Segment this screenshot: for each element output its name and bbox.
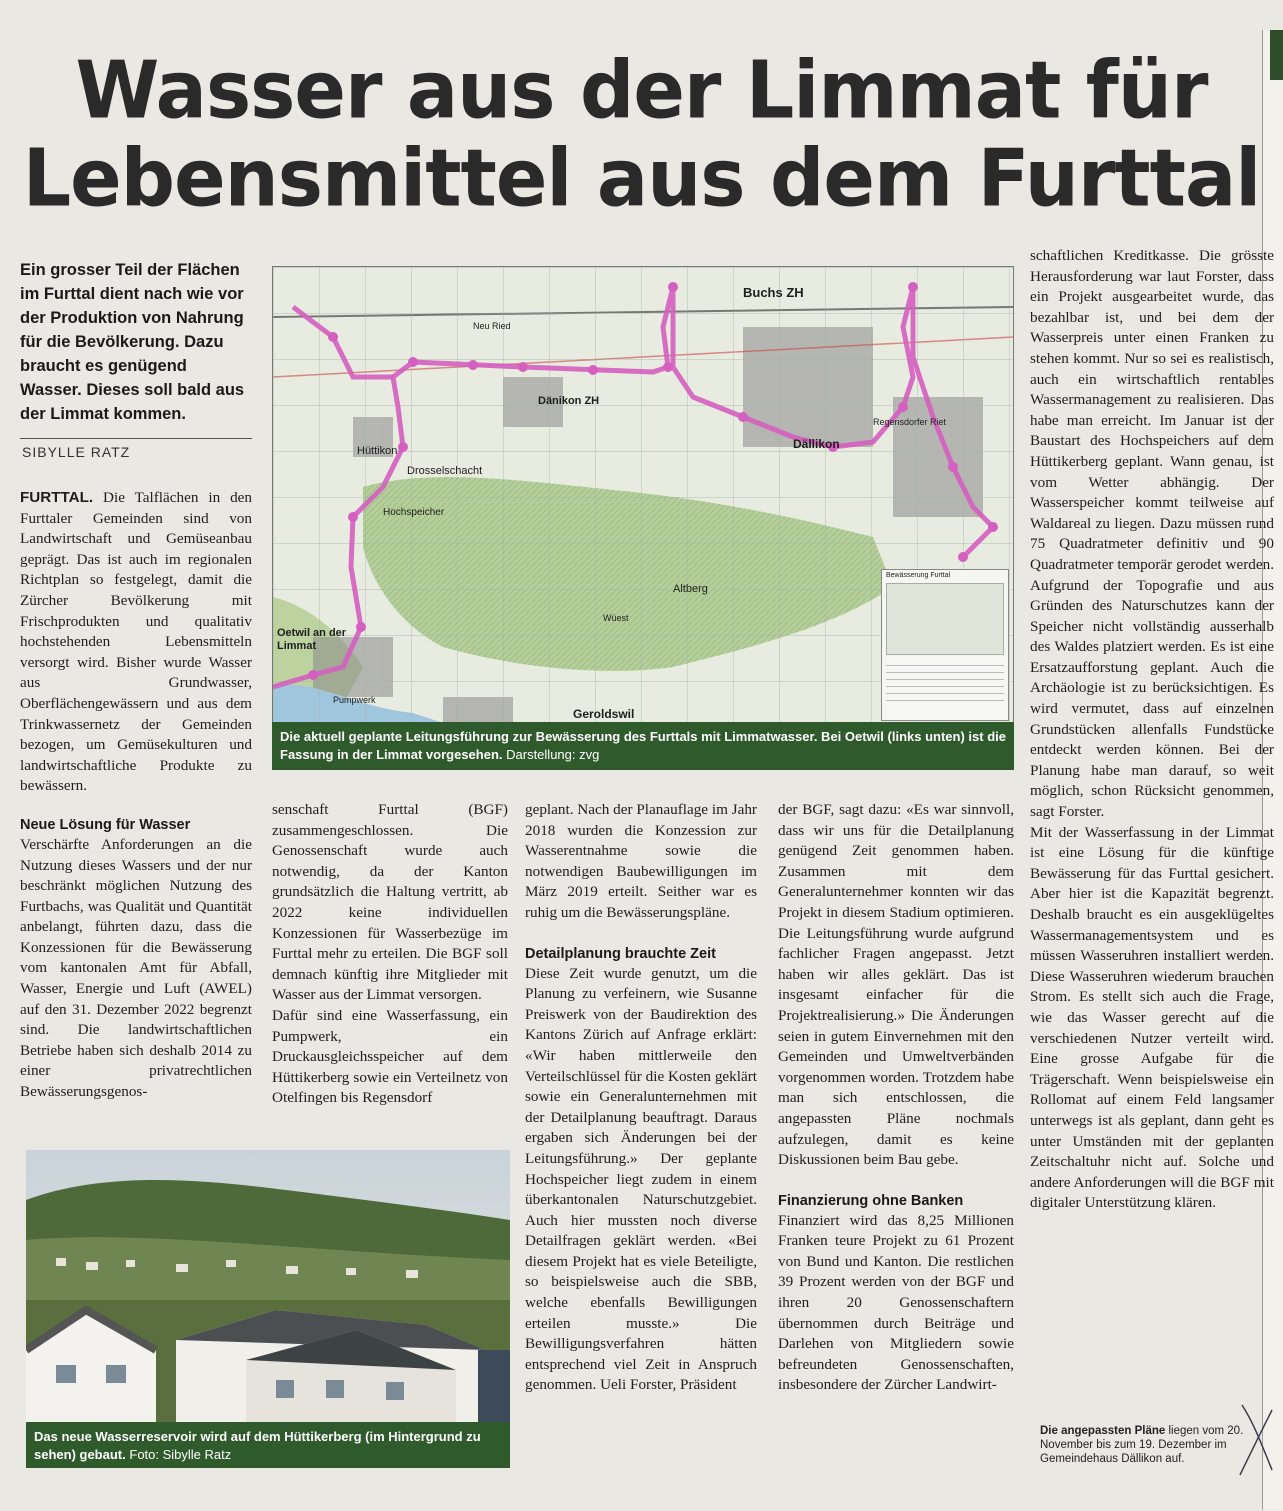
col4-paragraph-2: Finanziert wird das 8,25 Millionen Franken teure Projekt zu 61 Prozent von Bund und Kanton. Die restlichen 39 Prozent werden von der BGF und ihren 20 Genossenschaftern übernommen durch Beiträge und Darlehen von Mitgliedern sowie befreundeten Genossenschaften, insbesondere der Zürcher Landwirt- <box>778 1211 1014 1394</box>
article-column-3 <box>525 800 757 1396</box>
subheading-neue-loesung: Neue Lösung für Wasser <box>20 816 191 833</box>
photo-caption-text: Das neue Wasserreservoir wird auf dem Hüttikerberg (im Hintergrund zu sehen) gebaut. <box>34 1429 481 1462</box>
map-label-drosselschacht: Drosselschacht <box>407 465 483 477</box>
photo-caption <box>26 1422 510 1468</box>
reservoir-photo-graphic <box>26 1150 510 1422</box>
col1-text-1: Die Talflächen in den Furttaler Gemeinden sind von Landwirtschaft und Gemüseanbau geprägt. Das ist auch im regionalen Richtplan so festgelegt, damit die Zürcher Bevölkerung mit Frischprodukten und qualitativ hochstehenden Lebensmitteln versorgt wird. Bisher wurde Wasser aus Grundwasser, Oberflächengewässern und aus dem Trinkwassernetz der Gemeinden bezogen, um Gemüsekulturen und landwirtschaftliche Produkte zu bewässern. <box>20 489 252 795</box>
map-inset-legend <box>886 659 1004 705</box>
col2-paragraph-2: Dafür sind eine Wasserfassung, ein Pumpwerk, ein Druckausgleichsspeicher auf dem Hüttikerberg sowie ein Verteilnetz von Otelfingen bis Regensdorf <box>272 1006 508 1107</box>
map-label-daenikon: Dänikon ZH <box>538 395 600 407</box>
map-inset-overview <box>886 583 1004 655</box>
lead-text: Ein grosser Teil der Flächen im Furttal dient nach wie vor der Produktion von Nahrung für die Bevölkerung. Dazu braucht es genügend Wasser. Dieses soll bald aus der Limmat kommen. <box>20 261 245 423</box>
col3-paragraph-2: Diese Zeit wurde genutzt, um die Planung zu verfeinern, wie Susanne Preiswerk von der Baudirektion des Kantons Zürich auf Anfrage erklärt: «Wir haben mittlerweile den Verteilschlüssel für die Kosten geklärt sowie ein Generalunternehmen mit der Detailplanung beauftragt. Daraus ergaben sich Änderungen bei der Leitungsführung.» Der geplante Hochspeicher liegt zudem in einem überkantonalen Naturschutzgebiet. Auch hier mussten noch diverse Detailfragen geklärt werden. «Bei diesem Projekt hat es viele Beteiligte, so beispielsweise auch die SBB, welche ebenfalls Bewilligungen erteilen musste.» Die Bewilligungsverfahren hätten entsprechend viel Zeit in Anspruch genommen. Ueli Forster, Präsident <box>525 964 757 1394</box>
subheading-finanzierung: Finanzierung ohne Banken <box>778 1192 964 1209</box>
map-label-geroldswil: Geroldswil <box>573 707 635 721</box>
map-caption-text: Die aktuell geplante Leitungsführung zur Bewässerung des Furttals mit Limmatwasser. Bei Oetwil (links unten) ist die Fassung in der Limmat vorgesehen. <box>280 729 1006 762</box>
map-label-wuest: Wüest <box>603 613 629 623</box>
headline-line-2: Lebensmittel aus dem Furttal <box>22 130 1261 225</box>
author-divider <box>20 438 252 439</box>
note-bold: Die angepassten Pläne <box>1040 1425 1166 1437</box>
subheading-detailplanung: Detailplanung brauchte Zeit <box>525 945 716 962</box>
article-column-1 <box>20 488 252 1103</box>
map-inset-title: Bewässerung Furttal <box>886 572 951 579</box>
col2-paragraph-1: senschaft Furttal (BGF) zusammengeschlossen. Die Genossenschaft wurde auch notwendig, da der Kanton grundsätzlich die Haltung vertritt, ab 2022 keine individuellen Konzessionen für Wasserbezüge im Furttal mehr zu erteilen. Die BGF soll demnach künftig ihre Mitglieder mit Wasser aus der Limmat versorgen. <box>272 801 508 1004</box>
col5-paragraph-2: Mit der Wasserfassung in der Limmat ist eine Lösung für die künftige Bewässerung für das Furttal gesichert. Aber hier ist die Kapazität begrenzt. Deshalb braucht es ein ausgeklügeltes Wassermanagementsystem und es müssen Wasseruhren installiert werden. Diese Wasseruhren wiederum brauchen Strom. Es stellt sich auch die Frage, wie das Wasser gerecht auf die verschiedenen Nutzer verteilt wird. Eine grosse Aufgabe für die Trägerschaft. Wenn beispielsweise ein Rollomat auf einem Feld langsamer unterwegs ist als geplant, dann geht es unter Umständen mit der geplanten Zeitschaltuhr nicht auf. Solche und andere Anforderungen will die BGF mit digitaler Unterstützung klären. <box>1030 823 1274 1212</box>
route-map <box>272 266 1014 724</box>
note-text: liegen vom 20. November bis zum 19. Dezember im Gemeindehaus Dällikon auf. <box>1040 1425 1244 1465</box>
article-column-4 <box>778 800 1014 1396</box>
pen-mark <box>1232 1400 1282 1480</box>
map-label-daellikon: Dällikon <box>793 437 840 451</box>
col3-paragraph-1: geplant. Nach der Planauflage im Jahr 2018 wurden die Konzession zur Wasserentnahme sowie die notwendigen Baubewilligungen im März 2019 erteilt. Seither war es ruhig um die Bewässerungspläne. <box>525 801 757 921</box>
map-label-huettikon: Hüttikon <box>357 445 398 457</box>
article-column-2 <box>272 800 508 1109</box>
map-label-buchs: Buchs ZH <box>743 285 804 300</box>
map-inset <box>881 569 1009 721</box>
dateline: FURTTAL. <box>20 489 94 506</box>
col5-paragraph-1: schaftlichen Kreditkasse. Die grösste Herausforderung war laut Forster, dass ein Projekt ausgearbeitet wurde, das bezahlbar ist, und bei dem der Wasserpreis unter einen Franken zu stehen kommt. Nur so sei es realistisch, auch ein wirtschaftlich rentables Wassermanagement zu realisieren. Das habe man erreicht. Im Januar ist der Baustart des Hochspeichers auf dem Hüttikerberg geplant. Wann genau, ist vom Wetter abhängig. Der Wasserspeicher kommt teilweise auf Waldareal zu liegen. Dazu müssen rund 75 Quadratmeter definitiv und 90 Quadratmeter temporär gerodet werden. Aufgrund der Topografie und aus Gründen des Naturschutzes kann der Speicher nicht vollständig ausserhalb des Waldes platziert werden. Es ist eine Ersatzaufforstung geplant. Auch die Archäologie ist zu berücksichtigen. Es wird vermutet, dass auf einzelnen Grundstücken allenfalls Fundstücke entdeckt werden können. Bei der Planung habe man darauf, so weit möglich, schon Rücksicht genommen, sagt Forster. <box>1030 247 1274 821</box>
map-label-altberg: Altberg <box>673 583 708 595</box>
reservoir-photo <box>26 1150 510 1422</box>
map-label-hochspeicher: Hochspeicher <box>383 507 445 518</box>
map-label-pumpwerk: Pumpwerk <box>333 695 376 705</box>
col1-paragraph-2: Verschärfte Anforderungen an die Nutzung dieses Wassers und der nur beschränkt möglichen Nutzung des Furtbachs, was Qualität und Quantität anbelangt, führten dazu, dass die Konzessionen für die Bewässerung vom kantonalen Amt für Abfall, Wasser, Energie und Luft (AWEL) auf den 31. Dezember 2022 begrenzt sind. Die landwirtschaftlichen Betriebe haben sich deshalb 2014 zu einer privatrechtlichen Bewässerungsgenos- <box>20 835 252 1101</box>
author-name: SIBYLLE RATZ <box>22 444 131 460</box>
map-label-regensdorfer-riet: Regensdorfer Riet <box>873 417 947 427</box>
map-label-neuried: Neu Ried <box>473 321 511 331</box>
adjacent-page-tab <box>1270 30 1283 80</box>
photo-caption-credit: Foto: Sibylle Ratz <box>129 1447 232 1462</box>
note-box <box>1040 1424 1260 1466</box>
article-column-5 <box>1030 246 1274 1214</box>
col4-paragraph-1: der BGF, sagt dazu: «Es war sinnvoll, dass wir uns für die Detailplanung genügend Zeit genommen haben. Zusammen mit dem Generalunternehmer konnten wir das Projekt in diesem Stadium optimieren. Die Leitungsführung wurde aufgrund fachlicher Fragen angepasst. Jetzt haben wir alles geklärt. Das ist insgesamt einfacher für die Projektrealisierung.» Die Änderungen seien in gutem Einvernehmen mit den Gemeinden und Umweltverbänden vorgenommen worden. Trotzdem habe man sich entschlossen, die angepassten Pläne nochmals aufzulegen, damit es keine Diskussionen beim Bau gebe. <box>778 801 1014 1169</box>
map-label-oetwil: Oetwil an der Limmat <box>277 627 347 652</box>
map-caption-credit: Darstellung: zvg <box>506 747 600 762</box>
map-caption <box>272 722 1014 770</box>
col1-paragraph-1 <box>20 488 252 797</box>
headline-line-1: Wasser aus der Limmat für <box>75 42 1208 137</box>
